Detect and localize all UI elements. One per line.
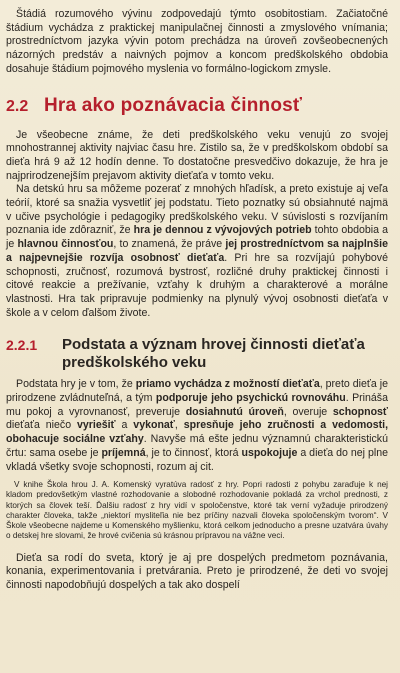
emphasis-text: hlavnou činnosťou — [17, 238, 114, 251]
text-run: dieťaťa niečo — [6, 419, 77, 432]
text-run: Podstata hry je v tom, že — [16, 378, 136, 391]
komensky-note: V knihe Škola hrou J. A. Komenský vyratúva radosť z hry. Popri radosti z pohybu zaraďuje k nej kladom predovšetkým vlastné rozhodovanie a slobodné rozhodovanie pokladá za vrchol prednosti, z ktorých sa človek teší. Ďalšiu radosť z hry vidí v spoločenstve, ktoré tak verní vyžaduje prirodzený charakter človeka, takže „niektorí mysliteľia nie bez príčiny nazvali človeka spoločenským tvorom“. V Škole všeobecne najdeme u Komenského myšlienku, ktorá celkom jednoducho a presne uzatvára úvahy o detskej hre slovami, že hrové cvičenia sú krásnou prípravou na vážne veci. — [6, 480, 388, 541]
emphasis-text: podporuje jeho psychickú rovnováhu — [155, 392, 346, 405]
subsection-paragraph-1 — [6, 378, 388, 474]
text-run: , overuje — [283, 405, 333, 418]
emphasis-text: schopnosť — [332, 405, 389, 418]
section-title: Hra ako poznávacia činnosť — [44, 94, 303, 116]
text-run: . Navyše má ešte jednu významnú charakteristickú črtu: sama osebe je — [6, 433, 388, 459]
section-paragraph-1: Je všeobecne známe, že deti predškolského veku venujú zo svojej mnohostrannej aktivity najviac času hre. Zistilo sa, že v predškolskom období sa dieťa hrá 9 až 12 hodín denne. To dostatočne presvedčivo dokazuje, že hra je najprirodzenejším prejavom aktivity dieťaťa v tomto veku. — [6, 128, 388, 182]
emphasis-text: spresňuje jeho zručnosti a vedomosti, obohacuje sociálne vzťahy — [6, 419, 389, 446]
emphasis-text: priamo vychádza z možností dieťaťa — [135, 378, 320, 391]
section-heading — [6, 95, 388, 117]
subsection-number: 2.2.1 — [6, 337, 38, 354]
emphasis-text: jej prostredníctvom sa najplnšie a najpevnejšie rozvíja osobnosť dieťaťa — [6, 238, 388, 264]
emphasis-text: vykonať — [133, 419, 175, 432]
text-run: , — [174, 419, 184, 432]
emphasis-text: uspokojuje — [241, 446, 298, 459]
text-run: tohto obdobia a je — [6, 224, 389, 251]
intro-paragraph: Štádiá rozumového vývinu zodpovedajú týmto osobitostiam. Začiatočné štádium vychádza z praktickej manipulačnej činnosti a zmyslového vnímania; prostredníctvom jazyka vývin potom prechádza na úroveň zovšeobecnených názorných predstáv a naivných pojmov a koncom predškolského obdobia dosahuje štádium pojmového myslenia vo formálno-logickom zmysle. — [6, 8, 388, 75]
text-run: , to znamená, že práve — [113, 238, 226, 251]
subsection-paragraph-2: Dieťa sa rodí do sveta, ktorý je aj pre dospelých predmetom poznávania, konania, experimentovania i pretvárania. Preto je prirodzené, že deti vo svojej činnosti napodobňujú dospelých a tak ako dospelí — [6, 551, 388, 591]
emphasis-text: hra je dennou z vývojových potrieb — [133, 224, 312, 237]
text-run: . Prináša mu pokoj a vyrovnanosť, preveruje — [6, 392, 388, 418]
emphasis-text: dosiahnutú úroveň — [185, 405, 284, 418]
text-run: Na detskú hru sa môžeme pozerať z mnohých hľadísk, a preto existuje aj veľa teórií, ktoré sa snažia vysvetliť jej podstatu. Tieto poznatky sú obsiahnuté najmä v učive psychológie i pedagogiky predškolského veku. V súvislosti s rozvíjaním poznania ide zdôrazniť, že — [6, 183, 388, 237]
subsection-heading — [6, 336, 388, 372]
text-run: , preto dieťa je prirodzene zvládnuteľná, a tým — [6, 378, 388, 405]
text-run: a dieťa do nej plne vkladá všetky svoje schopnosti, rozum aj cit. — [6, 446, 388, 473]
subsection-title: Podstata a význam hrovej činnosti dieťaťa predškolského veku — [62, 336, 365, 372]
section-paragraph-2 — [6, 183, 388, 320]
text-run: a — [115, 419, 134, 432]
text-run: . Pri hre sa rozvíjajú pohybové schopnosti, zručnosť, rozumová bystrosť, rozličné druhy praktickej činnosti i citové reakcie a prežívanie, vzťahy k druhým a charakterové a morálne vlastnosti. Hra tak pripravuje podmienky na plynulý vývoj osobnosti dieťaťa v škole a v celom ďalšom živote. — [6, 251, 388, 319]
emphasis-text: príjemná — [101, 446, 146, 459]
emphasis-text: vyriešiť — [76, 419, 116, 432]
section-number: 2.2 — [6, 97, 29, 115]
text-run: , je to činnosť, ktorá — [145, 446, 242, 459]
